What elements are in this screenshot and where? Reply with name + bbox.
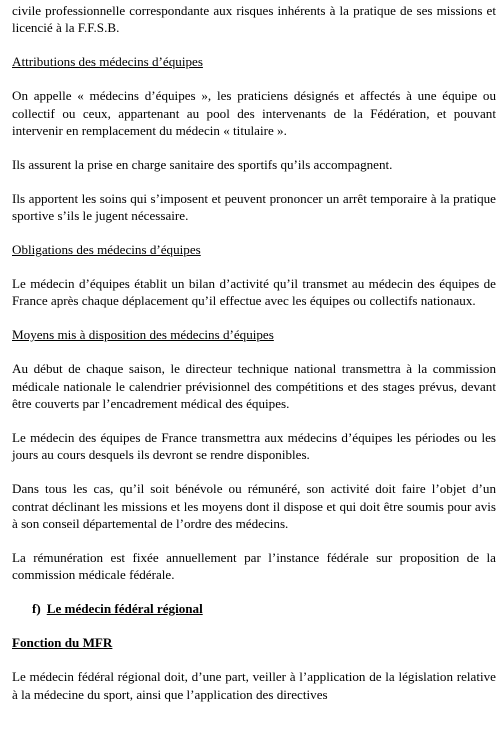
- paragraph: On appelle « médecins d’équipes », les praticiens désignés et affectés à une équipe ou collectif ou ceux, appartenant au pool des intervenants de la Fédération, et pouvant intervenir en remplacement du médecin « titulaire ».: [12, 88, 496, 139]
- paragraph: civile professionnelle correspondante aux risques inhérents à la pratique de ses missions et licencié à la F.F.S.B.: [12, 3, 496, 36]
- section-heading: Attributions des médecins d’équipes: [12, 54, 203, 70]
- subsection-heading: [12, 600, 496, 617]
- section-heading: Moyens mis à disposition des médecins d’équipes: [12, 327, 274, 343]
- paragraph: Au début de chaque saison, le directeur technique national transmettra à la commission médicale nationale le calendrier prévisionnel des compétitions et des stages prévus, devant être couverts par l’encadrement médical des équipes.: [12, 361, 496, 412]
- function-heading: Fonction du MFR: [12, 635, 113, 651]
- section-heading: Obligations des médecins d’équipes: [12, 242, 201, 258]
- paragraph: La rémunération est fixée annuellement par l’instance fédérale sur proposition de la commission médicale fédérale.: [12, 550, 496, 583]
- paragraph: Le médecin des équipes de France transmettra aux médecins d’équipes les périodes ou les jours au cours desquels ils devront se rendre disponibles.: [12, 430, 496, 463]
- paragraph: Ils apportent les soins qui s’imposent et peuvent prononcer un arrêt temporaire à la pratique sportive s’ils le jugent nécessaire.: [12, 190, 496, 224]
- paragraph: Ils assurent la prise en charge sanitaire des sportifs qu’ils accompagnent.: [12, 156, 393, 172]
- paragraph: Le médecin d’équipes établit un bilan d’activité qu’il transmet au médecin des équipes de France après chaque déplacement qu’il effectue avec les équipes ou collectifs nationaux.: [12, 276, 496, 309]
- document-page: [12, 2, 496, 719]
- paragraph: Dans tous les cas, qu’il soit bénévole ou rémunéré, son activité doit faire l’objet d’un contrat déclinant les missions et les moyens dont il dispose et qui doit être soumis pour avis à son conseil départemental de l’ordre des médecins.: [12, 481, 496, 532]
- paragraph-final: Le médecin fédéral régional doit, d’une part, veiller à l’application de la législation relative à la médecine du sport, ainsi que l’application des directives: [12, 669, 496, 702]
- subsection-title: Le médecin fédéral régional: [46, 601, 203, 617]
- subsection-number: f): [32, 601, 41, 617]
